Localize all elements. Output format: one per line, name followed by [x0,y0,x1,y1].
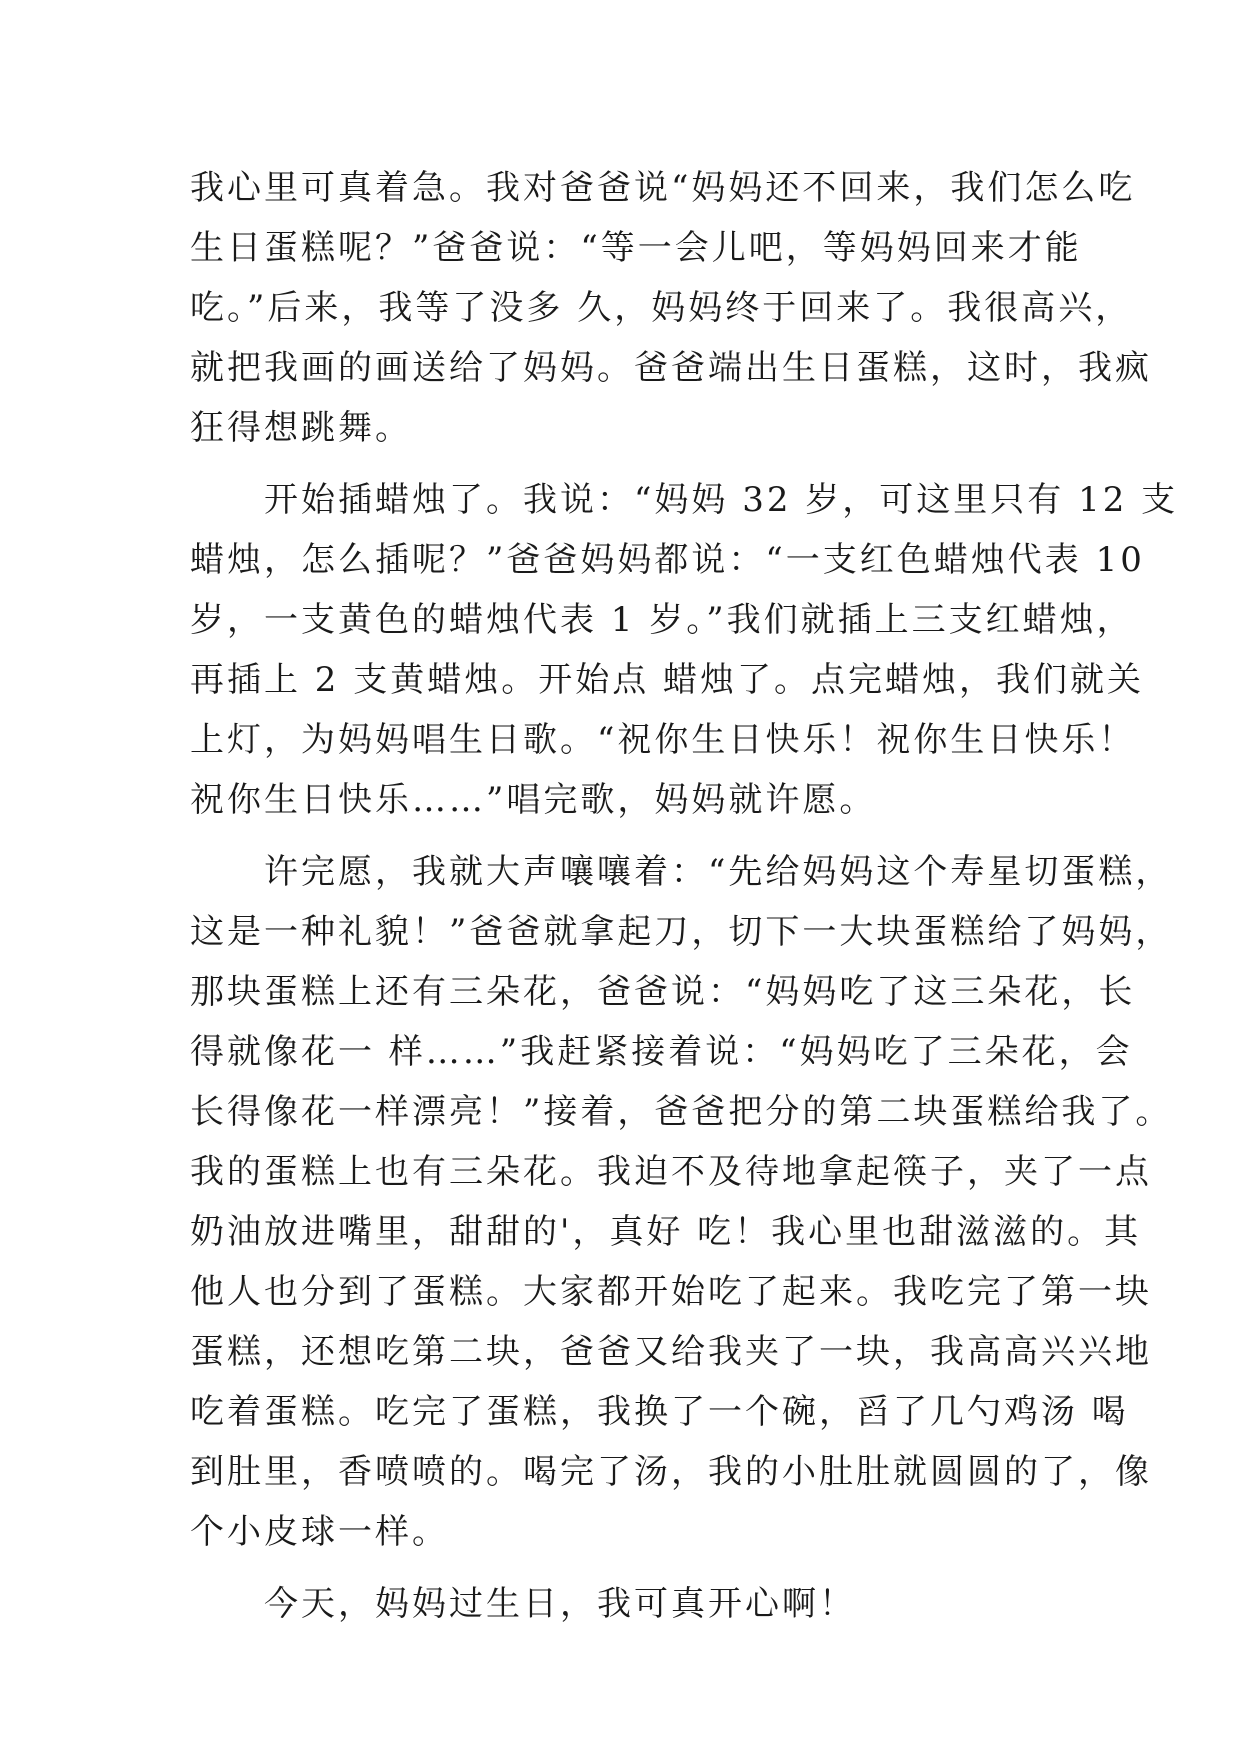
text-line: 吃。”后来，我等了没多 久，妈妈终于回来了。我很高兴， [190,288,1133,328]
text-line: 我的蛋糕上也有三朵花。我迫不及待地拿起筷子，夹了一点 [190,1152,1152,1192]
text-line: 他人也分到了蛋糕。大家都开始吃了起来。我吃完了第一块 [190,1272,1152,1312]
text-line: 蛋糕，还想吃第二块，爸爸又给我夹了一块，我高高兴兴地 [190,1332,1152,1372]
text-line: 奶油放进嘴里，甜甜的'，真好 吃！我心里也甜滋滋的。其 [190,1212,1142,1252]
text-line: 得就像花一 样……”我赶紧接着说：“妈妈吃了三朵花，会 [190,1032,1133,1072]
paragraph-2 [190,470,1179,830]
text-line: 个小皮球一样。 [190,1512,449,1552]
text-line: 再插上 2 支黄蜡烛。开始点 蜡烛了。点完蜡烛，我们就关 [190,660,1145,700]
text-line: 吃着蛋糕。吃完了蛋糕，我换了一个碗，舀了几勺鸡汤 喝 [190,1392,1129,1432]
essay-body [190,158,1179,1634]
text-line: 上灯，为妈妈唱生日歌。“祝你生日快乐！祝你生日快乐！ [190,720,1136,760]
text-line: 我心里可真着急。我对爸爸说“妈妈还不回来，我们怎么吃 [190,168,1136,208]
paragraph-4 [190,1574,1110,1634]
paragraph-1 [190,158,1152,458]
text-line: 长得像花一样漂亮！”接着，爸爸把分的第二块蛋糕给我了。 [190,1092,1173,1132]
text-line: 就把我画的画送给了妈妈。爸爸端出生日蛋糕，这时，我疯 [190,348,1152,388]
text-line: 蜡烛，怎么插呢？”爸爸妈妈都说：“一支红色蜡烛代表 10 [190,540,1145,580]
text-line: 岁，一支黄色的蜡烛代表 1 岁。”我们就插上三支红蜡烛， [190,600,1134,640]
text-line: 开始插蜡烛了。我说：“妈妈 32 岁，可这里只有 12 支 [190,480,1179,520]
text-line: 这是一种礼貌！”爸爸就拿起刀，切下一大块蛋糕给了妈妈， [190,912,1173,952]
text-line: 那块蛋糕上还有三朵花，爸爸说：“妈妈吃了这三朵花，长 [190,972,1136,1012]
text-line: 许完愿，我就大声嚷嚷着：“先给妈妈这个寿星切蛋糕， [190,852,1173,892]
paragraph-3 [190,842,1173,1562]
text-line: 祝你生日快乐……”唱完歌，妈妈就许愿。 [190,780,877,820]
text-line: 到肚里，香喷喷的。喝完了汤，我的小肚肚就圆圆的了，像 [190,1452,1152,1492]
text-line: 今天，妈妈过生日，我可真开心啊！ [190,1584,856,1624]
text-line: 狂得想跳舞。 [190,408,412,448]
text-line: 生日蛋糕呢？”爸爸说：“等一会儿吧，等妈妈回来才能 [190,228,1082,268]
